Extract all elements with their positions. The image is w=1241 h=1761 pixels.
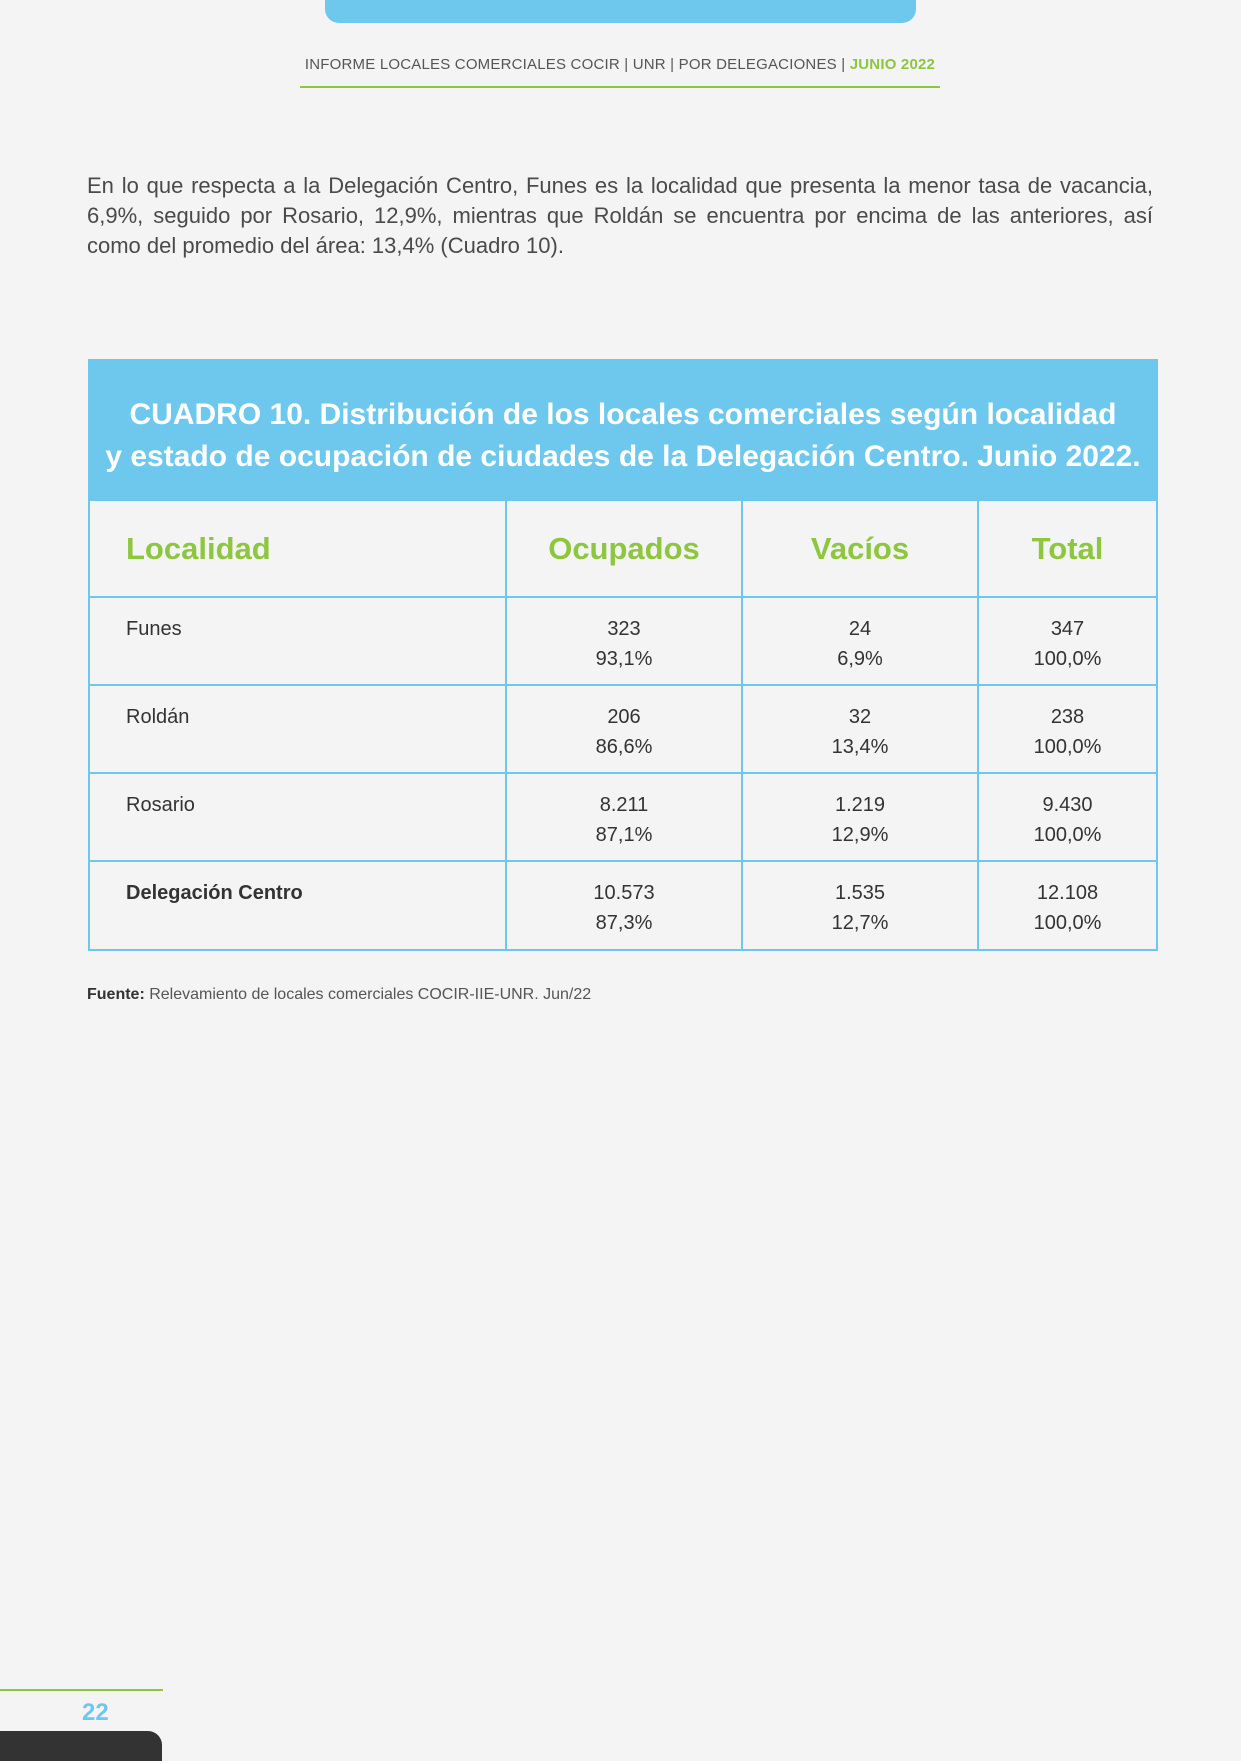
cell-value: 347: [1050, 618, 1085, 640]
cell-percent: 87,1%: [595, 824, 653, 846]
cell-percent: 87,3%: [595, 912, 653, 934]
footer-divider: [0, 1689, 163, 1691]
source-label: Fuente:: [87, 986, 145, 1003]
footer-bar-decoration: [0, 1731, 162, 1761]
cell-value: 1.535: [834, 882, 886, 904]
cell-vacios: [742, 685, 978, 773]
cell-percent: 86,6%: [595, 736, 653, 758]
running-header-text: INFORME LOCALES COMERCIALES COCIR | UNR | POR DELEGACIONES |: [304, 56, 850, 73]
cell-value: 206: [607, 706, 641, 728]
cell-percent: 100,0%: [1033, 824, 1102, 846]
table-title-line-1: CUADRO 10. Distribución de los locales comerciales según localidad: [129, 398, 1117, 431]
cell-value: 9.430: [1042, 794, 1093, 816]
cell-vacios: [742, 861, 978, 949]
cell-percent: 100,0%: [1033, 736, 1102, 758]
cell-localidad: Delegación Centro: [90, 861, 506, 949]
cell-total: [978, 773, 1156, 861]
cell-value: 32: [848, 706, 872, 728]
column-header-ocupados: Ocupados: [506, 501, 742, 597]
cuadro-10-table: [88, 359, 1158, 951]
table-title: [90, 361, 1156, 501]
cell-percent: 100,0%: [1033, 912, 1102, 934]
cell-percent: 100,0%: [1033, 648, 1102, 670]
page-number: 22: [82, 1699, 109, 1726]
cell-value: 10.573: [593, 882, 655, 904]
cell-value: 8.211: [599, 794, 649, 816]
cell-percent: 6,9%: [837, 648, 883, 670]
cell-total: [978, 861, 1156, 949]
running-header: [300, 56, 940, 73]
cell-total: [978, 685, 1156, 773]
cell-localidad: Roldán: [90, 685, 506, 773]
cell-value: 323: [607, 618, 641, 640]
table-row: [90, 597, 1156, 685]
table-grid: [90, 501, 1156, 949]
column-header-total: Total: [978, 501, 1156, 597]
cell-total: [978, 597, 1156, 685]
column-header-vacios: Vacíos: [742, 501, 978, 597]
cell-ocupados: [506, 597, 742, 685]
table-header-row: [90, 501, 1156, 597]
table-row: [90, 685, 1156, 773]
table-row: [90, 773, 1156, 861]
cell-percent: 93,1%: [595, 648, 653, 670]
top-tab-decoration: [325, 0, 916, 23]
cell-vacios: [742, 773, 978, 861]
cell-value: 12.108: [1036, 882, 1099, 904]
cell-localidad: Rosario: [90, 773, 506, 861]
cell-value: 24: [848, 618, 872, 640]
cell-percent: 12,9%: [831, 824, 889, 846]
cell-vacios: [742, 597, 978, 685]
column-header-localidad: Localidad: [90, 501, 506, 597]
cell-ocupados: [506, 773, 742, 861]
cell-ocupados: [506, 861, 742, 949]
table-row-total: [90, 861, 1156, 949]
cell-percent: 12,7%: [831, 912, 889, 934]
table-title-line-2: y estado de ocupación de ciudades de la Delegación Centro. Junio 2022.: [105, 440, 1141, 473]
source-text: Relevamiento de locales comerciales COCIR-IIE-UNR. Jun/22: [144, 986, 592, 1003]
header-divider: [300, 86, 940, 88]
intro-paragraph: En lo que respecta a la Delegación Centro, Funes es la localidad que presenta la menor tasa de vacancia, 6,9%, seguido por Rosario, 12,9%, mientras que Roldán se encuentra por encima de las anteriores, así como del promedio del área: 13,4% (Cuadro 10).: [87, 173, 1153, 258]
cell-ocupados: [506, 685, 742, 773]
source-note: [87, 986, 591, 1004]
cell-percent: 13,4%: [831, 736, 889, 758]
running-header-date: JUNIO 2022: [849, 56, 936, 73]
cell-localidad: Funes: [90, 597, 506, 685]
cell-value: 1.219: [834, 794, 886, 816]
cell-value: 238: [1050, 706, 1085, 728]
